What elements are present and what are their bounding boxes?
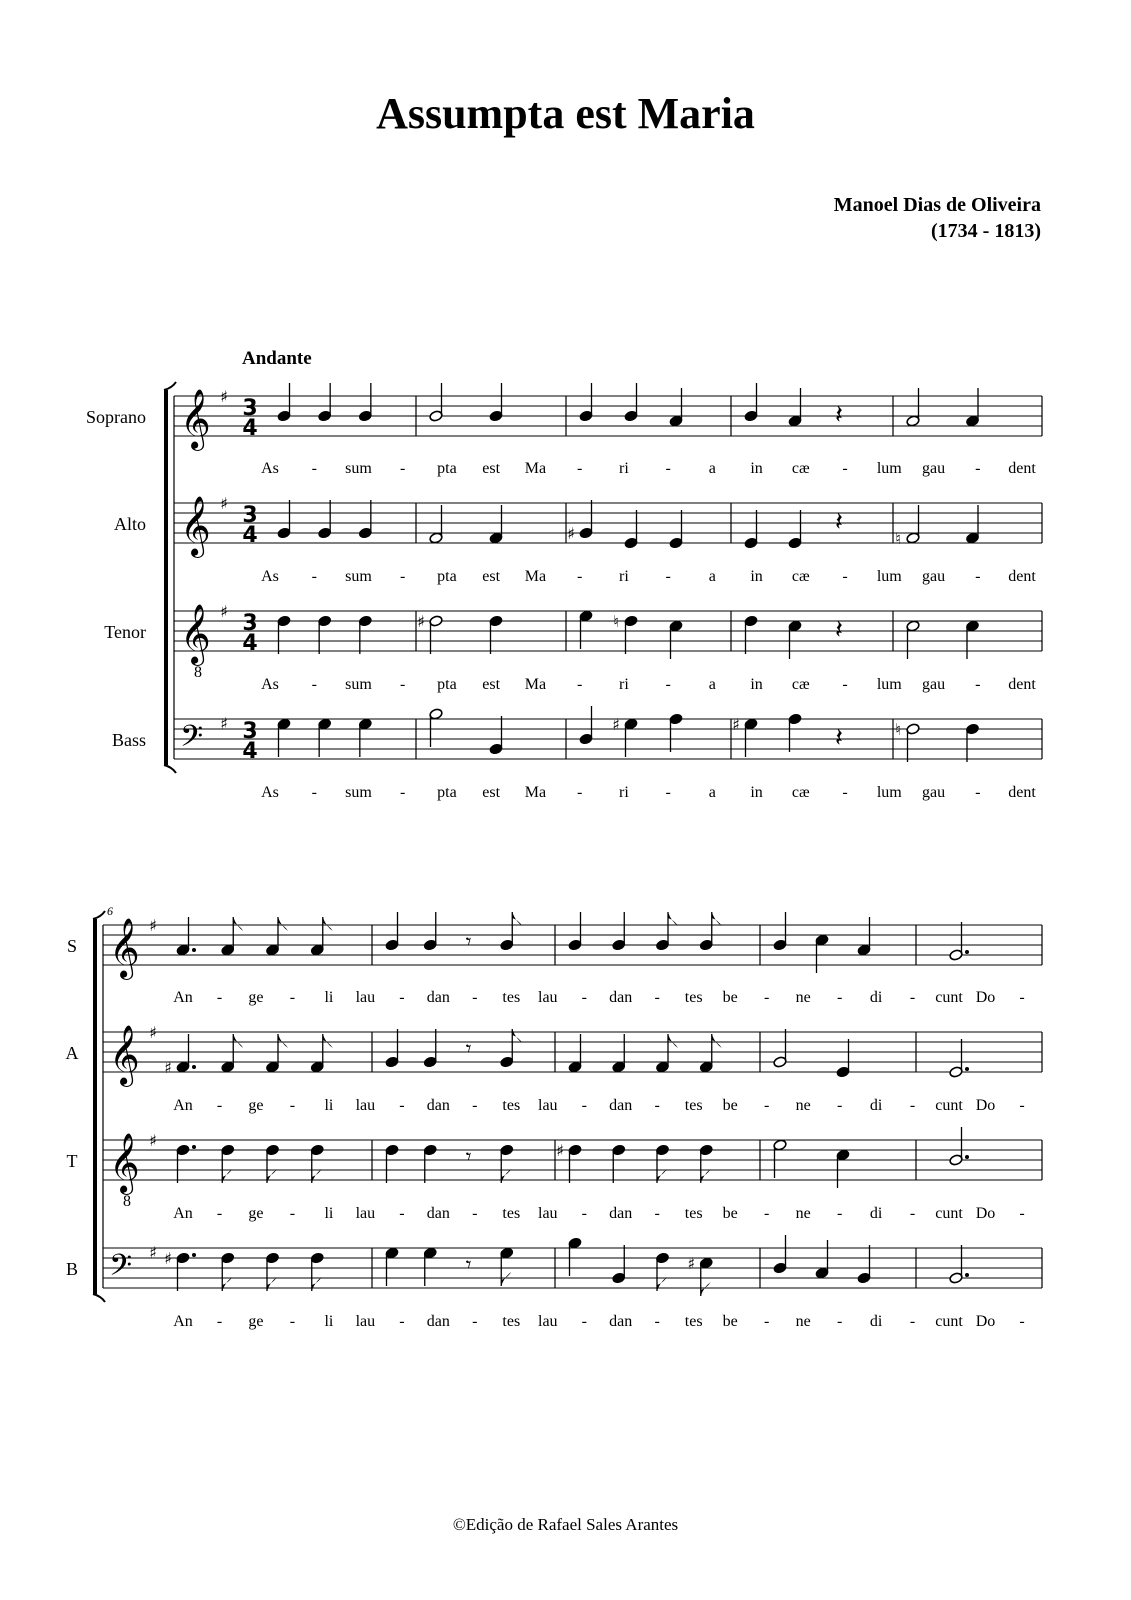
lyric-syllable: Do [975, 1205, 996, 1222]
lyric-syllable: - [654, 989, 660, 1006]
lyric-syllable: - [975, 460, 981, 477]
lyric-syllable: tes [502, 1205, 521, 1222]
composer-name: Manoel Dias de Oliveira [833, 194, 1041, 216]
lyric-syllable: be [722, 1313, 738, 1330]
lyric-syllable: - [472, 1205, 478, 1222]
eighth-flag [512, 912, 522, 926]
octave-mark: 8 [194, 664, 202, 681]
part-name: S [66, 936, 78, 956]
lyric-syllable: - [654, 1097, 660, 1114]
eighth-rest-icon: 𝄾 [465, 1037, 472, 1062]
lyric-syllable: ne [795, 1097, 811, 1114]
eighth-flag [278, 1034, 288, 1048]
eighth-flag [233, 917, 243, 931]
lyric-syllable: cæ [791, 676, 810, 693]
lyric-syllable: lau [538, 1205, 558, 1222]
lyric-syllable: li [324, 1097, 334, 1114]
treble-clef-icon: 𝄞 [109, 1133, 140, 1193]
lyric-syllable: cæ [791, 784, 810, 801]
eighth-rest-icon: 𝄾 [465, 930, 472, 955]
lyric-syllable: - [654, 1313, 660, 1330]
lyric-syllable: - [216, 1205, 223, 1222]
eighth-flag [668, 912, 678, 926]
lyric-syllable: gau [921, 568, 946, 585]
lyric-syllable: li [324, 1205, 334, 1222]
part-name: Bass [111, 730, 146, 750]
augmentation-dot [192, 948, 196, 952]
lyric-syllable: ge [248, 1313, 264, 1330]
part-name: Alto [113, 514, 146, 534]
lyric-syllable: sum [345, 676, 372, 693]
lyric-syllable: Do [975, 1313, 996, 1330]
lyric-syllable: Ma [524, 460, 547, 477]
bass-clef-icon: 𝄢 [109, 1249, 133, 1290]
eighth-flag [712, 1034, 722, 1048]
part-name: T [66, 1151, 78, 1171]
augmentation-dot [192, 1145, 196, 1149]
natural-icon: ♮ [895, 720, 901, 739]
lyric-syllable: cæ [791, 460, 810, 477]
quarter-rest-icon: 𝄽 [835, 723, 843, 753]
lyric-syllable: - [289, 989, 296, 1006]
sharp-icon: ♯ [732, 715, 740, 734]
lyric-syllable: est [482, 784, 501, 801]
lyric-syllable: dan [426, 1313, 450, 1330]
lyric-syllable: - [399, 989, 405, 1006]
system-bracket [93, 919, 97, 1294]
lyric-syllable: - [472, 1097, 478, 1114]
lyric-syllable: a [708, 784, 716, 801]
eighth-flag [323, 917, 333, 931]
lyric-syllable: - [836, 1313, 843, 1330]
lyric-syllable: ne [795, 1313, 811, 1330]
lyric-syllable: - [1019, 989, 1025, 1006]
lyric-syllable: ne [795, 1205, 811, 1222]
lyric-syllable: - [1019, 1097, 1025, 1114]
lyric-syllable: pta [437, 460, 457, 477]
part-name: A [65, 1043, 79, 1063]
lyric-syllable: li [324, 989, 334, 1006]
lyric-syllable: cunt [935, 1313, 963, 1330]
lyric-syllable: - [665, 676, 671, 693]
eighth-flag [712, 912, 722, 926]
sharp-icon: ♯ [567, 524, 575, 543]
lyric-syllable: - [975, 784, 981, 801]
lyric-syllable: est [482, 676, 501, 693]
lyric-syllable: - [836, 1097, 843, 1114]
augmentation-dot [965, 1273, 969, 1277]
lyric-syllable: Do [975, 989, 996, 1006]
lyric-syllable: lau [538, 1097, 558, 1114]
treble-clef-icon: 𝄞 [109, 918, 140, 978]
lyric-syllable: gau [921, 676, 946, 693]
tempo-marking: Andante [242, 348, 312, 369]
lyric-syllable: est [482, 568, 501, 585]
lyric-syllable: - [836, 989, 843, 1006]
lyric-syllable: - [216, 1097, 223, 1114]
lyric-syllable: - [311, 676, 317, 693]
composer-dates: (1734 - 1813) [931, 220, 1041, 242]
lyric-syllable: - [581, 1205, 587, 1222]
augmentation-dot [192, 1253, 196, 1257]
lyric-syllable: - [216, 1313, 223, 1330]
lyric-syllable: lau [538, 1313, 558, 1330]
lyric-syllable: - [975, 568, 981, 585]
lyric-syllable: in [750, 460, 763, 477]
augmentation-dot [965, 1155, 969, 1159]
lyric-syllable: di [869, 1205, 883, 1222]
lyric-syllable: lum [876, 568, 902, 585]
sharp-icon: ♯ [164, 1058, 172, 1077]
measure-number: 6 [107, 904, 113, 918]
eighth-flag [278, 917, 288, 931]
lyric-syllable: - [400, 676, 406, 693]
lyric-syllable: - [289, 1205, 296, 1222]
lyric-syllable: di [869, 989, 883, 1006]
lyric-syllable: tes [502, 1313, 521, 1330]
part-name: Soprano [86, 407, 146, 427]
part-name: B [65, 1259, 79, 1279]
lyric-syllable: gau [921, 460, 946, 477]
time-signature-denominator: 4 [242, 416, 258, 441]
lyric-syllable: lum [876, 460, 902, 477]
lyric-syllable: tes [684, 989, 703, 1006]
lyric-syllable: - [576, 568, 583, 585]
lyric-syllable: - [472, 1313, 478, 1330]
lyric-syllable: be [722, 989, 738, 1006]
eighth-flag [267, 1277, 277, 1291]
lyric-syllable: - [581, 1313, 587, 1330]
lyric-syllable: dent [1008, 568, 1036, 585]
eighth-flag [701, 1169, 711, 1183]
lyric-syllable: - [311, 568, 317, 585]
lyric-syllable: An [173, 1097, 193, 1114]
lyric-syllable: lau [355, 1313, 376, 1330]
part-name: Tenor [104, 622, 146, 642]
lyric-syllable: - [763, 989, 770, 1006]
lyric-syllable: a [708, 568, 716, 585]
lyric-syllable: in [750, 568, 763, 585]
time-signature-numerator: 3 [242, 611, 258, 636]
bracket-hook [93, 1294, 105, 1302]
sharp-icon: ♯ [220, 602, 228, 621]
eighth-flag [501, 1272, 511, 1286]
lyric-syllable: - [842, 676, 848, 693]
lyric-syllable: - [400, 460, 406, 477]
lyric-syllable: ri [618, 676, 629, 693]
time-signature-numerator: 3 [242, 503, 258, 528]
lyric-syllable: dan [609, 1205, 633, 1222]
lyric-syllable: ri [618, 460, 629, 477]
eighth-flag [222, 1277, 232, 1291]
lyric-syllable: tes [684, 1313, 703, 1330]
lyric-syllable: - [1019, 1205, 1025, 1222]
sharp-icon: ♯ [220, 387, 228, 406]
lyric-syllable: As [261, 460, 279, 477]
eighth-flag [233, 1034, 243, 1048]
time-signature-numerator: 3 [242, 719, 258, 744]
time-signature-numerator: 3 [242, 396, 258, 421]
lyric-syllable: - [909, 1205, 916, 1222]
lyric-syllable: - [842, 568, 848, 585]
lyric-syllable: - [216, 989, 223, 1006]
edition-credit: ©Edição de Rafael Sales Arantes [452, 1515, 679, 1534]
lyric-syllable: - [1019, 1313, 1025, 1330]
lyric-syllable: An [173, 989, 193, 1006]
lyric-syllable: - [836, 1205, 843, 1222]
lyric-syllable: - [842, 784, 848, 801]
eighth-flag [312, 1277, 322, 1291]
lyric-syllable: dan [609, 989, 633, 1006]
lyric-syllable: - [400, 784, 406, 801]
treble-clef-icon: 𝄞 [109, 1025, 140, 1085]
eighth-flag [267, 1169, 277, 1183]
quarter-rest-icon: 𝄽 [835, 507, 843, 537]
lyric-syllable: - [311, 460, 317, 477]
sharp-icon: ♯ [149, 1243, 157, 1262]
lyric-syllable: ri [618, 784, 629, 801]
sharp-icon: ♯ [612, 715, 620, 734]
lyric-syllable: cunt [935, 989, 963, 1006]
lyric-syllable: - [665, 784, 671, 801]
sharp-icon: ♯ [220, 494, 228, 513]
lyric-syllable: dent [1008, 784, 1036, 801]
lyric-syllable: lau [355, 1097, 376, 1114]
quarter-rest-icon: 𝄽 [835, 400, 843, 430]
lyric-syllable: cunt [935, 1205, 963, 1222]
sharp-icon: ♯ [149, 1023, 157, 1042]
natural-icon: ♮ [895, 529, 901, 548]
eighth-flag [323, 1034, 333, 1048]
eighth-rest-icon: 𝄾 [465, 1253, 472, 1278]
lyric-syllable: As [261, 676, 279, 693]
treble-clef-icon: 𝄞 [180, 604, 211, 664]
lyric-syllable: - [763, 1205, 770, 1222]
lyric-syllable: lum [876, 676, 902, 693]
lyric-syllable: ge [248, 1205, 264, 1222]
eighth-flag [512, 1029, 522, 1043]
lyric-syllable: An [173, 1205, 193, 1222]
lyric-syllable: - [581, 1097, 587, 1114]
lyric-syllable: - [909, 989, 916, 1006]
lyric-syllable: - [665, 460, 671, 477]
sharp-icon: ♯ [149, 1131, 157, 1150]
eighth-flag [657, 1277, 667, 1291]
augmentation-dot [192, 1065, 196, 1069]
lyric-syllable: gau [921, 784, 946, 801]
lyric-syllable: cunt [935, 1097, 963, 1114]
time-signature-denominator: 4 [242, 631, 258, 656]
lyric-syllable: dan [609, 1097, 633, 1114]
lyric-syllable: dan [609, 1313, 633, 1330]
lyric-syllable: Ma [524, 568, 547, 585]
quarter-rest-icon: 𝄽 [835, 615, 843, 645]
sharp-icon: ♯ [687, 1254, 696, 1273]
lyric-syllable: sum [345, 568, 372, 585]
lyric-syllable: cæ [791, 568, 810, 585]
time-signature-denominator: 4 [242, 523, 258, 548]
lyric-syllable: As [261, 784, 279, 801]
lyric-syllable: be [722, 1205, 738, 1222]
lyric-syllable: - [289, 1097, 296, 1114]
lyric-syllable: ri [618, 568, 629, 585]
lyric-syllable: ge [248, 989, 264, 1006]
lyric-syllable: An [173, 1313, 193, 1330]
eighth-flag [501, 1169, 511, 1183]
lyric-syllable: dan [426, 1097, 450, 1114]
sharp-icon: ♯ [417, 612, 425, 631]
lyric-syllable: sum [345, 784, 372, 801]
lyric-syllable: pta [437, 568, 457, 585]
augmentation-dot [965, 1067, 969, 1071]
bracket-hook [164, 765, 176, 773]
lyric-syllable: - [975, 676, 981, 693]
lyric-syllable: lau [355, 989, 376, 1006]
lyric-syllable: - [289, 1313, 296, 1330]
lyric-syllable: pta [437, 676, 457, 693]
eighth-flag [222, 1169, 232, 1183]
lyric-syllable: - [576, 460, 583, 477]
sharp-icon: ♯ [220, 714, 228, 733]
eighth-flag [657, 1169, 667, 1183]
lyric-syllable: - [400, 568, 406, 585]
lyric-syllable: - [472, 989, 478, 1006]
lyric-syllable: - [763, 1097, 770, 1114]
lyric-syllable: dent [1008, 460, 1036, 477]
octave-mark: 8 [123, 1193, 131, 1210]
lyric-syllable: - [399, 1313, 405, 1330]
lyric-syllable: - [576, 784, 583, 801]
eighth-flag [701, 1282, 711, 1296]
natural-icon: ♮ [613, 612, 619, 631]
augmentation-dot [965, 950, 969, 954]
system-bracket [164, 390, 168, 765]
treble-clef-icon: 𝄞 [180, 389, 211, 449]
lyric-syllable: tes [502, 989, 521, 1006]
lyric-syllable: pta [437, 784, 457, 801]
eighth-flag [668, 1034, 678, 1048]
lyric-syllable: dan [426, 989, 450, 1006]
lyric-syllable: - [311, 784, 317, 801]
lyric-syllable: lau [538, 989, 558, 1006]
eighth-rest-icon: 𝄾 [465, 1145, 472, 1170]
lyric-syllable: di [869, 1097, 883, 1114]
lyric-syllable: ne [795, 989, 811, 1006]
bracket-hook [93, 911, 105, 919]
lyric-syllable: lau [355, 1205, 376, 1222]
lyric-syllable: - [665, 568, 671, 585]
sharp-icon: ♯ [164, 1249, 172, 1268]
lyric-syllable: As [261, 568, 279, 585]
sharp-icon: ♯ [149, 916, 157, 935]
lyric-syllable: - [576, 676, 583, 693]
lyric-syllable: Ma [524, 784, 547, 801]
lyric-syllable: - [399, 1097, 405, 1114]
lyric-syllable: sum [345, 460, 372, 477]
lyric-syllable: tes [502, 1097, 521, 1114]
lyric-syllable: est [482, 460, 501, 477]
lyric-syllable: - [842, 460, 848, 477]
lyric-syllable: Ma [524, 676, 547, 693]
eighth-flag [312, 1169, 322, 1183]
lyric-syllable: tes [684, 1205, 703, 1222]
lyric-syllable: - [909, 1097, 916, 1114]
lyric-syllable: - [654, 1205, 660, 1222]
lyric-syllable: li [324, 1313, 334, 1330]
treble-clef-icon: 𝄞 [180, 496, 211, 556]
lyric-syllable: in [750, 676, 763, 693]
lyric-syllable: tes [684, 1097, 703, 1114]
sharp-icon: ♯ [556, 1141, 564, 1160]
lyric-syllable: in [750, 784, 763, 801]
lyric-syllable: - [399, 1205, 405, 1222]
lyric-syllable: - [581, 989, 587, 1006]
bass-clef-icon: 𝄢 [180, 720, 204, 761]
lyric-syllable: a [708, 676, 716, 693]
lyric-syllable: di [869, 1313, 883, 1330]
lyric-syllable: dent [1008, 676, 1036, 693]
lyric-syllable: dan [426, 1205, 450, 1222]
lyric-syllable: lum [876, 784, 902, 801]
lyric-syllable: Do [975, 1097, 996, 1114]
lyric-syllable: - [909, 1313, 916, 1330]
lyric-syllable: ge [248, 1097, 264, 1114]
lyric-syllable: be [722, 1097, 738, 1114]
lyric-syllable: a [708, 460, 716, 477]
time-signature-denominator: 4 [242, 739, 258, 764]
lyric-syllable: - [763, 1313, 770, 1330]
bracket-hook [164, 382, 176, 390]
page-title: Assumpta est Maria [376, 89, 755, 138]
